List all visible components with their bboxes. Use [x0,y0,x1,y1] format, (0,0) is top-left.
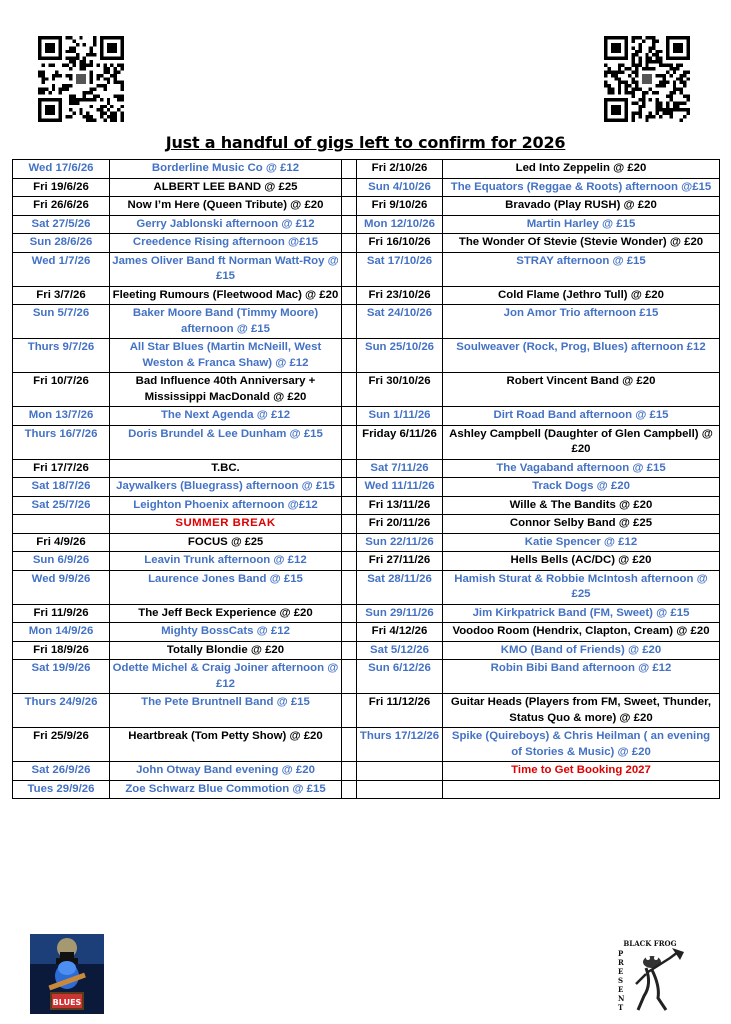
table-row [13,694,720,728]
right-date-cell: Fri 11/12/26 [357,694,443,728]
spacer-cell [342,215,357,234]
table-row [13,728,720,762]
left-gig-name: Baker Moore Band (Timmy Moore) afternoon @ £15 [132,307,319,335]
left-gig-name: Mighty BossCats @ £12 [161,625,290,637]
right-date-cell: Sat 17/10/26 [357,252,443,286]
right-gig-cell: Connor Selby Band @ £25 [443,515,720,534]
left-gig-name: All Star Blues (Martin McNeill, West Weston & Franca Shaw) @ £12 [129,341,322,369]
right-date-cell: Sun 1/11/26 [357,407,443,426]
spacer-cell [342,515,357,534]
right-gig-cell: Jon Amor Trio afternoon £15 [443,305,720,339]
spacer-cell [342,570,357,604]
svg-text:BLACK FROG: BLACK FROG [623,939,677,948]
left-date-cell: Sat 18/7/26 [13,478,110,497]
left-date-cell: Sat 19/9/26 [13,660,110,694]
right-date-cell: Sun 4/10/26 [357,178,443,197]
left-gig-cell [110,252,342,286]
spacer-cell [342,478,357,497]
left-gig-cell [110,694,342,728]
spacer-cell [342,178,357,197]
spacer-cell [342,623,357,642]
spacer-cell [342,373,357,407]
right-gig-cell: Martin Harley @ £15 [443,215,720,234]
table-row [13,533,720,552]
left-gig-cell [110,305,342,339]
table-row [13,286,720,305]
right-date-cell: Fri 13/11/26 [357,496,443,515]
left-gig-cell [110,197,342,216]
right-date-cell: Fri 4/12/26 [357,623,443,642]
right-date-cell: Fri 2/10/26 [357,160,443,179]
left-date-cell: Mon 14/9/26 [13,623,110,642]
spacer-cell [342,286,357,305]
left-gig-cell [110,339,342,373]
left-gig-cell [110,234,342,253]
left-gig-name: Fleeting Rumours (Fleetwood Mac) @ £20 [112,288,339,301]
table-row [13,552,720,571]
left-gig-cell [110,604,342,623]
right-date-cell [357,762,443,781]
left-gig-name: The Pete Bruntnell Band @ £15 [141,696,310,708]
left-date-cell: Sun 28/6/26 [13,234,110,253]
right-gig-cell: Ashley Campbell (Daughter of Glen Campbell) @ £20 [443,425,720,459]
left-date-cell: Fri 11/9/26 [13,604,110,623]
left-gig-cell [110,459,342,478]
svg-text:N: N [618,994,625,1003]
svg-text:T: T [618,1003,624,1012]
left-date-cell: Fri 18/9/26 [13,641,110,660]
right-gig-cell: Soulweaver (Rock, Prog, Blues) afternoon £12 [443,339,720,373]
spacer-cell [342,694,357,728]
svg-text:E: E [618,985,624,994]
right-gig-cell: Led Into Zeppelin @ £20 [443,160,720,179]
left-gig-name: Bad Influence 40th Anniversary + Mississippi MacDonald @ £20 [135,375,316,403]
right-date-cell: Wed 11/11/26 [357,478,443,497]
right-date-cell: Sat 24/10/26 [357,305,443,339]
right-gig-cell: The Vagaband afternoon @ £15 [443,459,720,478]
left-gig-cell [110,641,342,660]
qr-code-left-icon [38,36,124,122]
left-gig-name: Heartbreak (Tom Petty Show) @ £20 [128,730,323,742]
table-row [13,305,720,339]
left-gig-cell [110,762,342,781]
svg-text:E: E [618,967,624,976]
table-row [13,660,720,694]
right-gig-cell: Track Dogs @ £20 [443,478,720,497]
right-date-cell: Fri 27/11/26 [357,552,443,571]
spacer-cell [342,459,357,478]
table-row [13,339,720,373]
left-gig-name: The Next Agenda @ £12 [160,409,291,421]
right-gig-cell: STRAY afternoon @ £15 [443,252,720,286]
black-frog-presents-logo [610,938,694,1016]
table-row [13,459,720,478]
right-date-cell: Sat 5/12/26 [357,641,443,660]
svg-text:R: R [618,958,624,967]
left-gig-name: James Oliver Band ft Norman Watt-Roy @ £15 [112,254,339,282]
left-date-cell: Thurs 24/9/26 [13,694,110,728]
right-date-cell: Fri 9/10/26 [357,197,443,216]
right-date-cell [357,780,443,799]
spacer-cell [342,552,357,571]
left-gig-name: Now I’m Here (Queen Tribute) @ £20 [127,199,324,211]
left-gig-cell [110,215,342,234]
left-gig-price: @ £25 [230,535,264,548]
right-gig-cell: Cold Flame (Jethro Tull) @ £20 [443,286,720,305]
left-date-cell: Sun 6/9/26 [13,552,110,571]
right-gig-cell: Robert Vincent Band @ £20 [443,373,720,407]
svg-text:S: S [618,976,624,985]
right-date-cell: Fri 30/10/26 [357,373,443,407]
svg-text:BLUES: BLUES [52,998,82,1007]
right-date-cell: Fri 20/11/26 [357,515,443,534]
left-date-cell: Sat 25/7/26 [13,496,110,515]
right-gig-cell: Voodoo Room (Hendrix, Clapton, Cream) @ £20 [443,623,720,642]
right-date-cell: Mon 12/10/26 [357,215,443,234]
left-date-cell: Fri 17/7/26 [13,459,110,478]
left-gig-name: Creedence Rising afternoon @£15 [132,236,319,248]
left-gig-name: SUMMER BREAK [175,517,276,529]
left-gig-cell [110,425,342,459]
gig-schedule-table [12,159,720,799]
spacer-cell [342,762,357,781]
left-gig-name: Leavin Trunk afternoon @ £12 [144,554,307,566]
left-gig-cell [110,160,342,179]
left-gig-cell [110,533,342,552]
right-date-cell: Friday 6/11/26 [357,425,443,459]
table-row [13,215,720,234]
spacer-cell [342,728,357,762]
spacer-cell [342,339,357,373]
table-row [13,515,720,534]
spacer-cell [342,641,357,660]
left-gig-cell [110,496,342,515]
table-row [13,604,720,623]
spacer-cell [342,780,357,799]
table-row [13,762,720,781]
left-gig-cell [110,178,342,197]
left-gig-name: John Otway Band evening @ £20 [136,764,315,776]
left-gig-name: Jaywalkers (Bluegrass) afternoon @ £15 [116,480,335,492]
left-gig-cell [110,570,342,604]
right-gig-cell: KMO (Band of Friends) @ £20 [443,641,720,660]
table-row [13,425,720,459]
left-date-cell: Wed 9/9/26 [13,570,110,604]
right-gig-cell [443,780,720,799]
right-date-cell: Sun 29/11/26 [357,604,443,623]
spacer-cell [342,407,357,426]
left-date-cell [13,515,110,534]
left-date-cell: Fri 25/9/26 [13,728,110,762]
right-gig-cell: Jim Kirkpatrick Band (FM, Sweet) @ £15 [443,604,720,623]
right-date-cell: Sat 28/11/26 [357,570,443,604]
table-row [13,178,720,197]
right-date-cell: Sun 25/10/26 [357,339,443,373]
spacer-cell [342,604,357,623]
right-gig-cell: Hamish Sturat & Robbie McIntosh afternoon @ £25 [443,570,720,604]
left-date-cell: Tues 29/9/26 [13,780,110,799]
right-gig-cell: Robin Bibi Band afternoon @ £12 [443,660,720,694]
left-gig-name: Laurence Jones Band @ £15 [148,572,303,585]
right-gig-cell: Hells Bells (AC/DC) @ £20 [443,552,720,571]
qr-code-right-icon [604,36,690,122]
right-date-cell: Thurs 17/12/26 [357,728,443,762]
left-gig-name: Odette Michel & Craig Joiner afternoon @ £12 [112,662,339,690]
right-gig-cell: Katie Spencer @ £12 [443,533,720,552]
left-gig-name: Gerry Jablonski afternoon @ £12 [136,217,315,230]
table-row [13,252,720,286]
right-date-cell: Sun 6/12/26 [357,660,443,694]
left-date-cell: Fri 10/7/26 [13,373,110,407]
right-gig-cell: Dirt Road Band afternoon @ £15 [443,407,720,426]
table-row [13,641,720,660]
svg-text:P: P [618,949,624,958]
right-gig-cell: The Equators (Reggae & Roots) afternoon @£15 [443,178,720,197]
left-gig-cell [110,728,342,762]
left-gig-name: Leighton Phoenix afternoon @£12 [133,498,318,511]
right-gig-cell: Spike (Quireboys) & Chris Heilman ( an evening of Stories & Music) @ £20 [443,728,720,762]
left-gig-cell [110,478,342,497]
right-gig-cell: Time to Get Booking 2027 [443,762,720,781]
left-gig-cell [110,623,342,642]
left-gig-cell [110,286,342,305]
table-row [13,780,720,799]
left-gig-name: Totally Blondie @ £20 [166,643,285,656]
table-row [13,234,720,253]
table-row [13,407,720,426]
spacer-cell [342,160,357,179]
left-date-cell: Fri 19/6/26 [13,178,110,197]
spacer-cell [342,252,357,286]
left-gig-name: Zoe Schwarz Blue Commotion @ £15 [125,782,326,795]
left-gig-name: ALBERT LEE BAND @ £25 [153,180,298,193]
left-gig-name: FOCUS [187,535,228,548]
right-date-cell: Fri 23/10/26 [357,286,443,305]
left-gig-cell [110,373,342,407]
left-date-cell: Wed 17/6/26 [13,160,110,179]
left-date-cell: Sat 26/9/26 [13,762,110,781]
left-gig-name: The Jeff Beck Experience @ £20 [138,606,313,619]
left-date-cell: Wed 1/7/26 [13,252,110,286]
right-gig-cell: Bravado (Play RUSH) @ £20 [443,197,720,216]
left-gig-cell [110,407,342,426]
table-row [13,478,720,497]
left-date-cell: Thurs 9/7/26 [13,339,110,373]
left-date-cell: Fri 3/7/26 [13,286,110,305]
left-gig-name: Borderline Music Co @ £12 [151,162,300,174]
left-date-cell: Sun 5/7/26 [13,305,110,339]
spacer-cell [342,660,357,694]
page-title: Just a handful of gigs left to confirm for 2026 [165,133,566,152]
spacer-cell [342,197,357,216]
table-row [13,160,720,179]
left-date-cell: Thurs 16/7/26 [13,425,110,459]
left-gig-name: Doris Brundel & Lee Dunham @ £15 [128,427,323,440]
left-date-cell: Fri 26/6/26 [13,197,110,216]
left-gig-cell [110,552,342,571]
table-row [13,570,720,604]
right-gig-cell: The Wonder Of Stevie (Stevie Wonder) @ £20 [443,234,720,253]
spacer-cell [342,234,357,253]
right-date-cell: Sun 22/11/26 [357,533,443,552]
left-date-cell: Mon 13/7/26 [13,407,110,426]
right-date-cell: Fri 16/10/26 [357,234,443,253]
right-gig-cell: Wille & The Bandits @ £20 [443,496,720,515]
table-row [13,373,720,407]
right-gig-cell: Guitar Heads (Players from FM, Sweet, Thunder, Status Quo & more) @ £20 [443,694,720,728]
left-date-cell: Sat 27/5/26 [13,215,110,234]
table-row [13,623,720,642]
left-gig-cell [110,515,342,534]
spacer-cell [342,533,357,552]
left-date-cell: Fri 4/9/26 [13,533,110,552]
spacer-cell [342,425,357,459]
right-date-cell: Sat 7/11/26 [357,459,443,478]
left-gig-name: T.BC. [211,461,240,474]
left-gig-cell [110,780,342,799]
spacer-cell [342,496,357,515]
spacer-cell [342,305,357,339]
table-row [13,496,720,515]
left-gig-cell [110,660,342,694]
blues-box-logo [30,934,104,1014]
table-row [13,197,720,216]
